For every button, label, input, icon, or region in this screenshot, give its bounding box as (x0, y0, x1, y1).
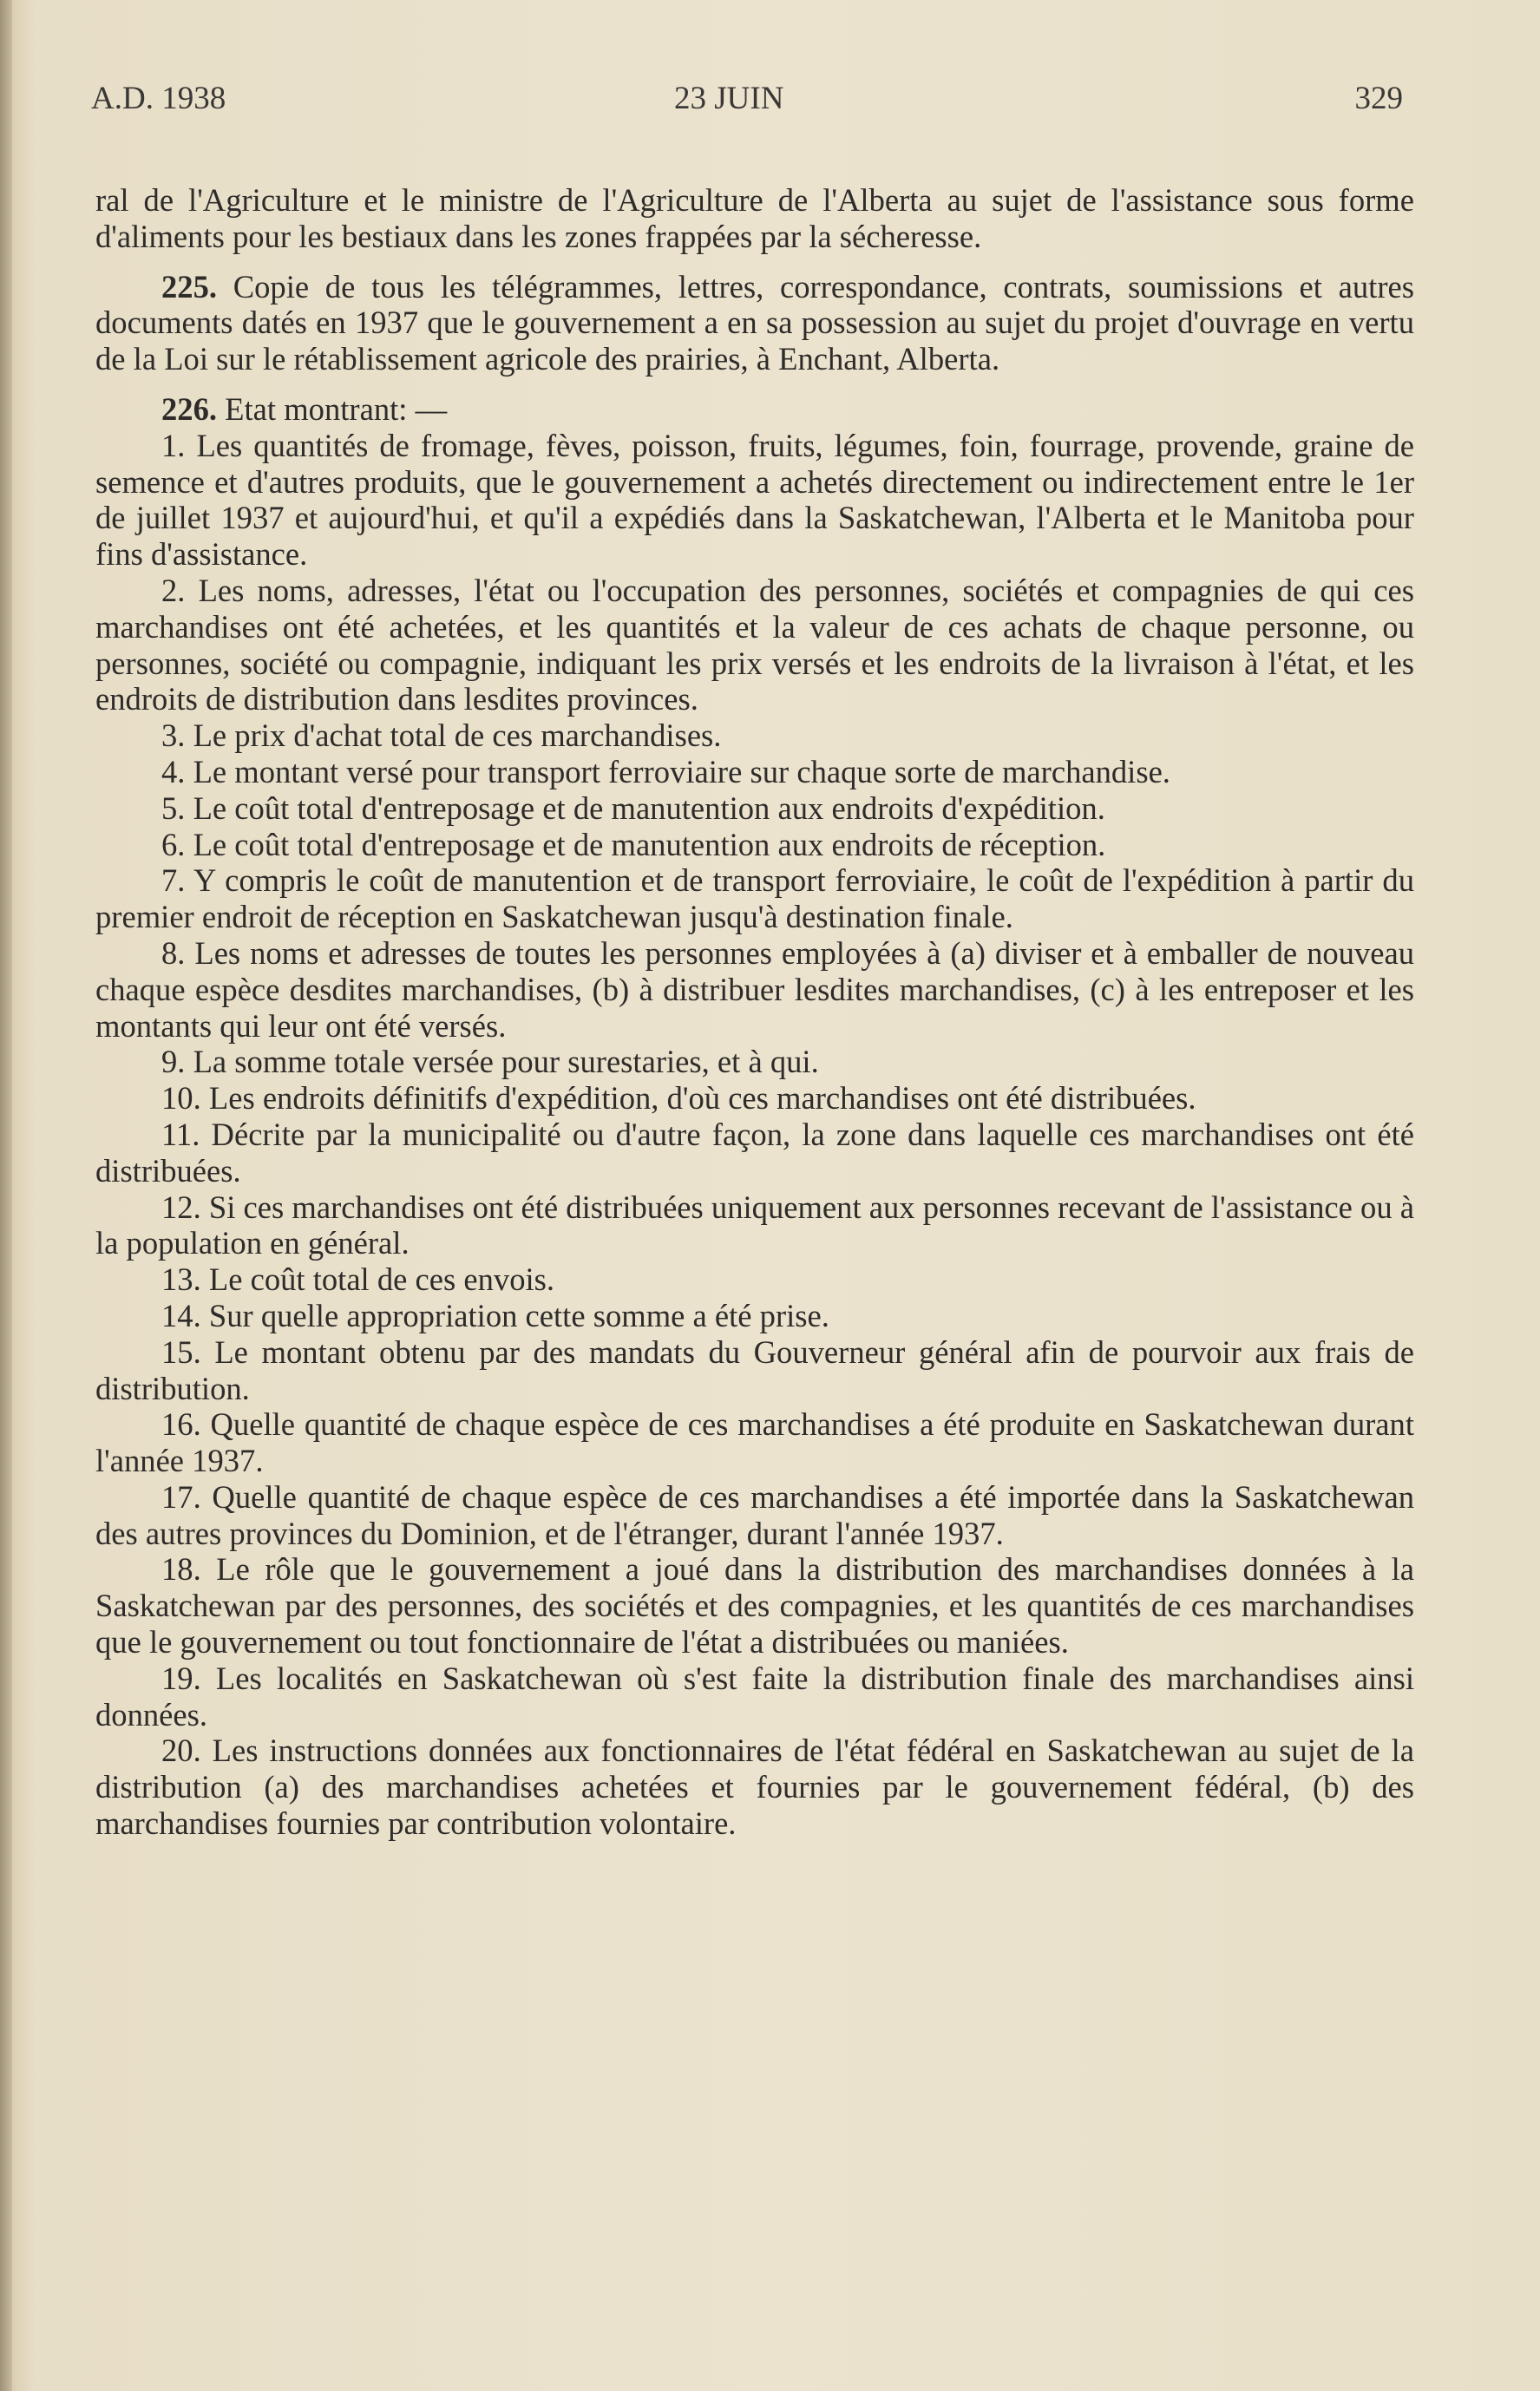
list-item: 2. Les noms, adresses, l'état ou l'occupation des personnes, sociétés et compagnies de qui ces marchandises ont été achetées, et les quantités et la valeur de ces achats de chaque personne, ou personnes, société ou compagnie, indiquant les prix versés et les endroits de la livraison à l'état, et les endroits de distribution dans lesdites provinces. (95, 572, 1414, 717)
list-item: 17. Quelle quantité de chaque espèce de ces marchandises a été importée dans la Saskatchewan des autres provinces du Dominion, et de l'étranger, durant l'année 1937. (95, 1478, 1414, 1551)
list-item: 3. Le prix d'achat total de ces marchandises. (161, 717, 722, 754)
header-date: 23 JUIN (674, 81, 784, 116)
list-item: 19. Les localités en Saskatchewan où s'est faite la distribution finale des marchandises ainsi données. (95, 1660, 1414, 1733)
list-item: 7. Y compris le coût de manutention et de transport ferroviaire, le coût de l'expédition à partir du premier endroit de réception en Saskatchewan jusqu'à destination finale. (95, 862, 1414, 935)
list-item: 16. Quelle quantité de chaque espèce de ces marchandises a été produite en Saskatchewan durant l'année 1937. (95, 1406, 1414, 1479)
running-header (91, 80, 1403, 132)
paragraph-text: Copie de tous les télégrammes, lettres, correspondance, contrats, soumissions et autres documents datés en 1937 que le gouvernement a en sa possession au sujet du projet d'ouvrage en vertu de la Loi sur le rétablissement agricole des prairies, à Enchant, Alberta. (95, 268, 1414, 377)
continued-paragraph: ral de l'Agriculture et le ministre de l'Agriculture de l'Alberta au sujet de l'assistance sous forme d'aliments pour les bestiaux dans les zones frappées par la sécheresse. (95, 182, 1414, 254)
list-item: 6. Le coût total d'entreposage et de manutention aux endroits de réception. (161, 826, 1106, 862)
paragraph-226 (95, 391, 1414, 428)
list-item: 11. Décrite par la municipalité ou d'autre façon, la zone dans laquelle ces marchandises ont été distribuées. (95, 1116, 1414, 1189)
list-item: 9. La somme totale versée pour surestaries, et à qui. (161, 1044, 819, 1080)
list-item: 12. Si ces marchandises ont été distribuées uniquement aux personnes recevant de l'assistance ou à la population en général. (95, 1189, 1414, 1261)
header-year: A.D. 1938 (91, 81, 226, 116)
paragraph-225 (95, 269, 1414, 377)
paragraph-number: 225. (161, 268, 218, 305)
book-spine-shadow (0, 0, 12, 2391)
list-item: 8. Les noms et adresses de toutes les personnes employées à (a) diviser et à emballer de nouveau chaque espèce desdites marchandises, (b) à distribuer lesdites marchandises, (c) à les entreposer et les montants qui leur ont été versés. (95, 934, 1414, 1044)
list-item: 13. Le coût total de ces envois. (161, 1261, 555, 1298)
paragraph-text: Etat montrant: — (217, 390, 448, 427)
list-item: 5. Le coût total d'entreposage et de manutention aux endroits d'expédition. (161, 789, 1105, 826)
paragraph-number: 226. (161, 390, 218, 427)
list-item: 20. Les instructions données aux fonctionnaires de l'état fédéral en Saskatchewan au sujet de la distribution (a) des marchandises achetées et fournies par le gouvernement fédéral, (b) des marchandises fournies par contribution volontaire. (95, 1733, 1414, 1842)
list-item: 1. Les quantités de fromage, fèves, poisson, fruits, légumes, foin, fourrage, provende, graine de semence et d'autres produits, que le gouvernement a achetés directement ou indirectement entre le 1er de juillet 1937 et aujourd'hui, et qu'il a expédiés dans la Saskatchewan, l'Alberta et le Manitoba pour fins d'assistance. (95, 427, 1414, 573)
list-item: 18. Le rôle que le gouvernement a joué dans la distribution des marchandises données à la Saskatchewan par des personnes, des sociétés et des compagnies, et les quantités de ces marchandises que le gouvernement ou tout fonctionnaire de l'état a distribuées ou maniées. (95, 1551, 1414, 1661)
list-item: 4. Le montant versé pour transport ferroviaire sur chaque sorte de marchandise. (161, 753, 1170, 789)
list-item: 15. Le montant obtenu par des mandats du Gouverneur général afin de pourvoir aux frais de distribution. (95, 1333, 1414, 1406)
list-item: 10. Les endroits définitifs d'expédition, d'où ces marchandises ont été distribuées. (161, 1080, 1196, 1117)
document-body (95, 182, 1414, 1842)
page-number: 329 (1354, 81, 1403, 116)
list-item: 14. Sur quelle appropriation cette somme a été prise. (161, 1297, 829, 1333)
